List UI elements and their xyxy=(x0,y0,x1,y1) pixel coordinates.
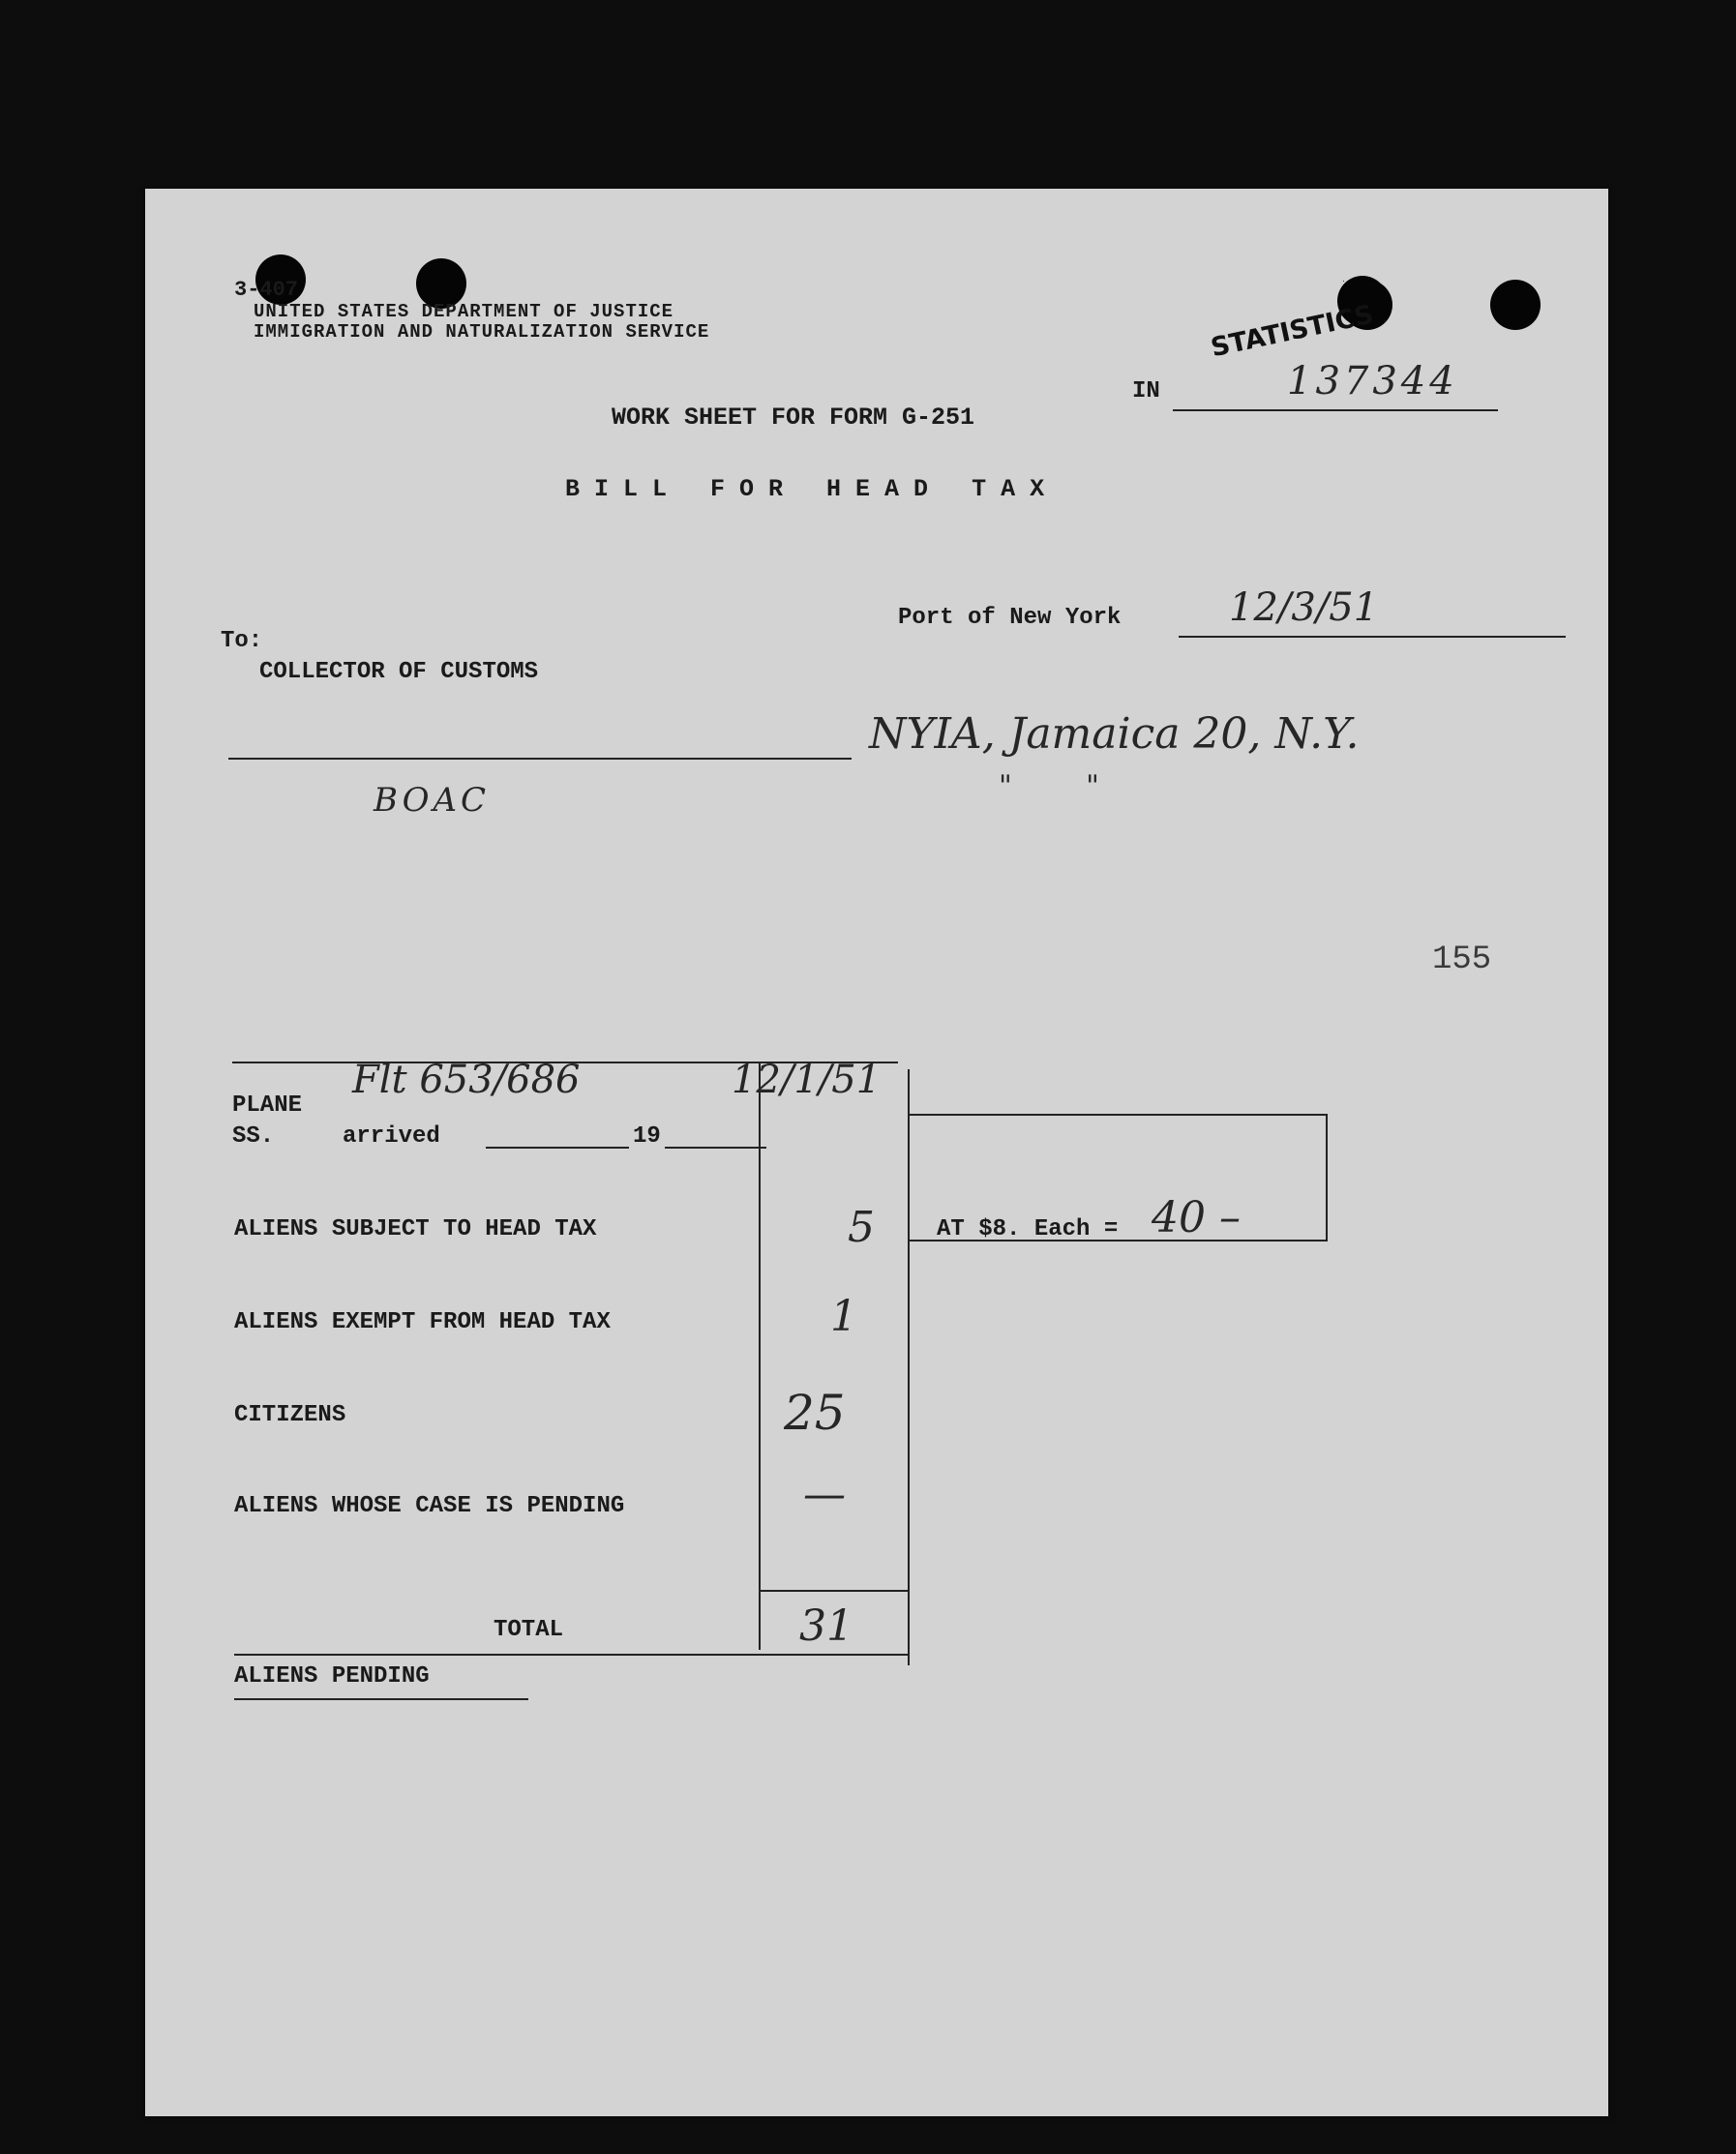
ditto-marks: " " xyxy=(999,769,1099,803)
ss-label: SS. xyxy=(232,1123,275,1150)
department-name: UNITED STATES DEPARTMENT OF JUSTICE xyxy=(254,301,674,322)
row-value-exempt: 1 xyxy=(830,1292,857,1341)
to-label: To: xyxy=(221,628,263,654)
plane-label: PLANE xyxy=(232,1092,303,1119)
table-total-rule xyxy=(759,1590,910,1592)
tax-box-top xyxy=(910,1114,1326,1116)
row-label-subject: ALIENS SUBJECT TO HEAD TAX xyxy=(234,1216,597,1242)
year-label: 19 xyxy=(629,1123,665,1150)
service-name: IMMIGRATION AND NATURALIZATION SERVICE xyxy=(254,321,710,343)
aliens-pending-underline xyxy=(234,1698,528,1700)
tax-amount: 40 – xyxy=(1152,1193,1241,1242)
tax-label: AT $8. Each = xyxy=(937,1216,1119,1242)
table-bottom-rule xyxy=(234,1654,761,1656)
table-right-vertical xyxy=(908,1069,910,1665)
port-label: Port of New York xyxy=(898,605,1122,631)
port-underline xyxy=(1179,636,1566,638)
punch-hole xyxy=(1343,281,1344,282)
tax-box-right xyxy=(1326,1114,1328,1242)
punch-hole xyxy=(1490,280,1541,330)
row-label-pending: ALIENS WHOSE CASE IS PENDING xyxy=(234,1493,625,1519)
address-underline xyxy=(228,758,852,760)
handwritten-location: NYIA, Jamaica 20, N.Y. xyxy=(869,709,1360,759)
statistics-stamp: STATISTICS xyxy=(1208,299,1377,364)
in-label: IN xyxy=(1132,378,1160,404)
table-bottom-rule-right xyxy=(759,1654,910,1656)
carrier-name: BOAC xyxy=(374,781,491,820)
row-value-subject: 5 xyxy=(848,1203,875,1252)
in-number: 137344 xyxy=(1287,359,1458,404)
form-number: 3-407 xyxy=(234,278,299,302)
arrived-underline xyxy=(486,1147,766,1149)
table-divider-vertical xyxy=(759,1062,761,1650)
total-value: 31 xyxy=(799,1601,853,1651)
worksheet-title: WORK SHEET FOR FORM G-251 xyxy=(612,404,975,432)
page-number: 155 xyxy=(1432,942,1492,978)
total-label: TOTAL xyxy=(494,1617,564,1643)
arrival-date: 12/1/51 xyxy=(732,1058,882,1102)
in-underline xyxy=(1173,409,1498,411)
aliens-pending-label: ALIENS PENDING xyxy=(234,1663,430,1690)
bill-title: B I L L F O R H E A D T A X xyxy=(565,475,1045,503)
row-label-exempt: ALIENS EXEMPT FROM HEAD TAX xyxy=(234,1309,611,1335)
row-value-pending: — xyxy=(803,1470,846,1519)
flight-number: Flt 653/686 xyxy=(352,1058,581,1102)
row-label-citizens: CITIZENS xyxy=(234,1402,346,1428)
row-value-citizens: 25 xyxy=(784,1385,846,1441)
port-date: 12/3/51 xyxy=(1229,585,1379,630)
addressee: COLLECTOR OF CUSTOMS xyxy=(259,659,539,685)
document-page xyxy=(145,189,1608,2116)
arrived-label: arrived xyxy=(343,1123,440,1150)
